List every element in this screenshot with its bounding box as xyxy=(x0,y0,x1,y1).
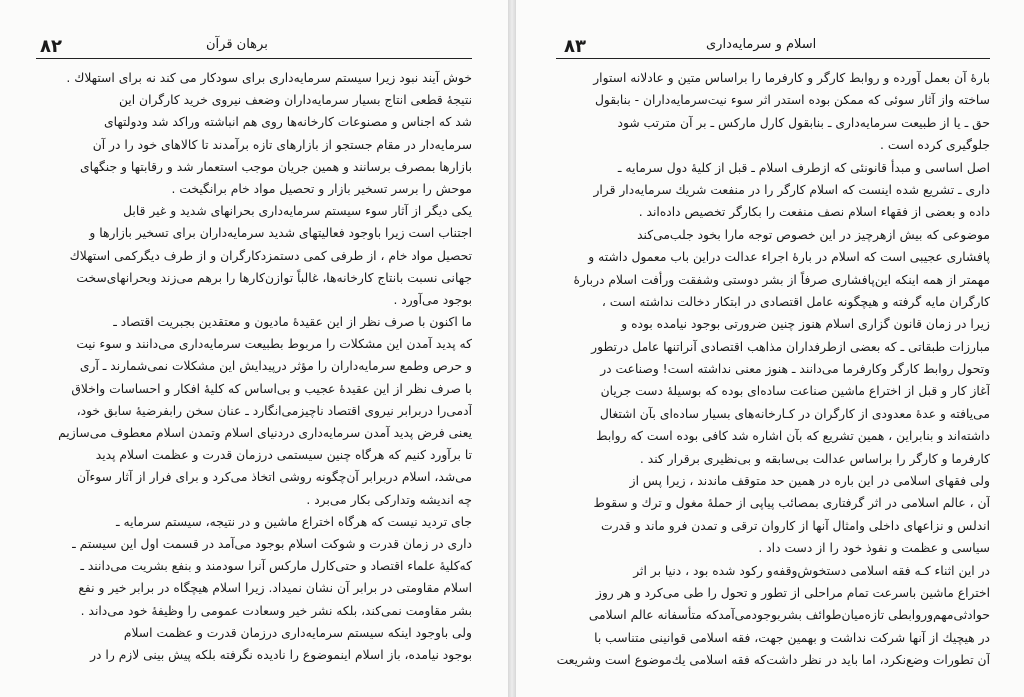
text-line: که پدید آمدن این مشکلات را مربوط بطبیعت سرمایه‌داری می‌دانند و سوء نیت xyxy=(76,337,472,352)
left-page-body xyxy=(36,67,472,666)
text-line: آدمی‌را دربرابر نیروی اقتصاد ناچیزمی‌انگارد ـ عنان سخن رابفرضیهٔ سابق خود، xyxy=(76,403,472,418)
text-line: آغاز کار و قبل از اختراع ماشین صناعت ساده‌ای بوده که بوسیلهٔ دست جریان xyxy=(600,384,990,399)
right-page-number: ۸۳ xyxy=(564,36,586,57)
text-line: که‌کلیهٔ علماء اقتصاد و حتی‌کارل مارکس آنرا سودمند و بنفع بشریت می‌دانند ـ xyxy=(80,559,472,574)
text-line: داری ـ تشریع شده اینست که اسلام کارگر را در منفعت شریك سرمایه‌دار قرار xyxy=(593,182,990,197)
right-running-title: اسلام و سرمایه‌داری xyxy=(706,37,817,52)
text-line: سیاسی و عظمت و نفوذ خود را از دست داد . xyxy=(758,541,990,556)
text-line: تا برآورد کنیم که هرگاه چنین سیستمی درزمان قدرت و عظمت اسلام پدید xyxy=(95,448,472,463)
right-page-body xyxy=(556,67,990,672)
text-line: ساخته واز آثار سوئی که ممکن بوده استدر اثر سوء نیت‌سرمایه‌داران - بنابقول xyxy=(594,93,990,108)
text-line: حوادثی‌مهم‌وروابطی تازه‌میان‌طوائف بشربوجودمی‌آمدکه متأسفانه عالم اسلامی xyxy=(588,608,990,623)
left-page xyxy=(0,0,508,697)
right-page xyxy=(516,0,1024,697)
text-line: اختراع ماشین باسرعت تمام مراحلی از تطور و تحول را طی می‌کرد و هر روز xyxy=(595,585,990,600)
text-line: وتحول روابط کارگر وکارفرما می‌دانند ـ هنوز معنی نداشته است! وصناعت در xyxy=(600,362,990,377)
text-line: زیرا در زمان قانون گزاری اسلام هنوز چنین ضرورتی بوجود نیامده بوده و xyxy=(621,317,990,332)
text-line: مبارزات طبقاتی ـ که بعضی ازطرفداران مذاهب اقتصادی آنراتنها عامل درتطور xyxy=(591,339,990,354)
text-line: ولی فقهای اسلامی در این باره در همین حد متوقف ماندند ، زیرا پس از xyxy=(629,474,990,489)
text-line: بارهٔ آن بعمل آورده و روابط کارگر و کارفرما را براساس متین و عادلانه استوار xyxy=(593,71,990,85)
book-gutter xyxy=(508,0,516,697)
text-line: بوجود می‌آورد . xyxy=(393,292,472,307)
right-page-header xyxy=(556,34,990,59)
text-line: جهانی نسبت بانتاج کارخانه‌ها، غالباً توازن‌کارها را برهم می‌زند وبحرانهای‌سخت xyxy=(76,270,472,285)
text-line: ولی باوجود اینکه سیستم سرمایه‌داری درزمان قدرت و عظمت اسلام xyxy=(123,625,472,640)
text-line: حق ـ یا از طبیعت سرمایه‌داری ـ بنابقول کارل مارکس ـ بر آن مترتب شود xyxy=(617,115,990,130)
text-line: داشته‌اند و بنابراین ، همین تشریع که بآن اشاره شد کافی بوده است که روابط xyxy=(596,429,990,444)
text-line: اصل اساسی و مبدأ قانونئی که ازطرف اسلام ـ قبل از کلیهٔ دول سرمایه ـ xyxy=(617,160,990,175)
text-line: اسلام مقاومتی در برابر آن نشان نمیداد. زیرا اسلام هیچگاه در برابر خیر و نفع xyxy=(78,581,472,596)
text-line: و حرص وطمع سرمایه‌داران را مؤثر درپیدایش این مشکلات نمی‌شمارند ـ آری xyxy=(79,359,472,374)
text-line: بوجود نیامده، باز اسلام اینموضوع را نادیده نگرفته بلکه پیش بینی لازم را در xyxy=(90,647,472,662)
text-line: یعنی فرض پدید آمدن سرمایه‌داری دردنیای اسلام وتمدن اسلام معطوف می‌سازیم xyxy=(58,426,472,440)
text-line: تحصیل مواد خام ، از طرفی کمی دستمزدکارگران و از طرف دیگرکمی استهلاك xyxy=(69,248,472,263)
text-line: در این اثناء کـه فقه اسلامی دستخوش‌وقفه‌و رکود شده بود ، دنیا بر اثر xyxy=(633,563,990,578)
text-line: نتیجهٔ قطعی انتاج بسیار سرمایه‌داران وضعف نیروی خرید کارگران این xyxy=(118,93,472,108)
text-line: داده و بعضی از فقهاء اسلام نصف منفعت را بکارگر تخصیص داده‌اند . xyxy=(638,205,990,220)
text-line: کارفرما و کارگر را براساس عدالت بی‌سابقه و بی‌نظیری برقرار کند . xyxy=(639,451,990,466)
text-line: در هیچیك از آنها شرکت نداشت و بهمین جهت، فقه اسلامی قوانینی متناسب با xyxy=(594,630,990,645)
left-running-title: برهان قرآن xyxy=(206,37,268,52)
text-line: می‌یافته و عدهٔ معدودی از کارگران در کـارخانه‌های بسیار ساده‌ای بآن اشتغال xyxy=(599,406,990,421)
text-line: موحش را برسر تسخیر بازار و تحصیل مواد خام برانگیخت . xyxy=(171,181,472,196)
text-line: سرمایه‌دار در مقام جستجو از بازارهای تازه برآمدند تا کالاهای خود را در آن xyxy=(92,137,472,152)
text-line: خوش آیند نبود زیرا سیستم سرمایه‌داری برای سودکار می کند نه برای استهلاك . xyxy=(66,71,472,85)
text-line: با صرف نظر از این عقیدهٔ عجیب و بی‌اساس که کلیهٔ افکار و احساسات واخلاق xyxy=(71,381,472,396)
text-line: اندلس و نزاعهای داخلی وامثال آنها از کاروان ترقی و تمدن فرو ماند و قدرت xyxy=(601,518,990,533)
left-page-header xyxy=(36,34,472,59)
left-page-number: ۸۲ xyxy=(40,36,62,57)
text-line: بشر مقاومت نمی‌کند، بلکه نشر خیر وسعادت عمومی را وظیفهٔ خود می‌داند . xyxy=(80,603,472,618)
text-line: اجتناب است زیرا باوجود فعالیتهای شدید سرمایه‌داران برای تسخیر بازارها و xyxy=(89,226,472,241)
text-line: پافشاری عجیبی است که اسلام در بارهٔ اجراء عدالت دراین باب معمول داشته و xyxy=(588,250,990,265)
text-line: مهمتر از همه اینکه این‌پافشاری صرفاً از بشر دوستی وشفقت ورأفت اسلام دربارهٔ xyxy=(573,272,990,287)
text-line: یکی دیگر از آثار سوء سیستم سرمایه‌داری بحرانهای شدید و غیر قابل xyxy=(123,204,472,219)
text-line: موضوعی که بیش ازهرچیز در این خصوص توجه مارا بخود جلب‌می‌کند xyxy=(637,227,990,242)
text-line: جای تردید نیست که هرگاه اختراع ماشین و در نتیجه، سیستم سرمایه ـ xyxy=(116,514,472,529)
text-line: آن ، عالم اسلامی در اثر گرفتاری بمصائب پیاپی از حملهٔ مغول و ترك و سقوط xyxy=(593,496,990,511)
text-line: کارگران مایه گرفته و هیچگونه عامل اقتصادی در ابتکار دخالت نداشته است ، xyxy=(601,294,990,309)
text-line: بازارها بمصرف برسانند و همین جریان موجب استعمار شد و رقابتها و جنگهای xyxy=(79,159,472,174)
text-line: داری در زمان قدرت و شوکت اسلام بوجود می‌آمد در قسمت اول این سیستم ـ xyxy=(72,536,472,551)
text-line: آن تطورات وضع‌نکرد، اما باید در نظر داشت‌که فقه اسلامی یك‌موضوع است وشریعت xyxy=(556,653,990,668)
text-line: شد که اجناس و مصنوعات کارخانه‌ها روی هم انباشته وراکد شد ودولتهای xyxy=(103,115,472,130)
text-line: چه اندیشه وتدارکی بکار می‌برد . xyxy=(306,492,472,507)
text-line: می‌شد، اسلام دربرابر آن‌چگونه روشی اتخاذ می‌کرد و برای فرار از آثار سوءآن xyxy=(77,470,472,485)
text-line: جلوگیری کرده است . xyxy=(880,138,990,153)
text-line: ما اکنون با صرف نظر از این عقیدهٔ مادیون و معتقدین بجبریت اقتصاد ـ xyxy=(113,315,472,330)
